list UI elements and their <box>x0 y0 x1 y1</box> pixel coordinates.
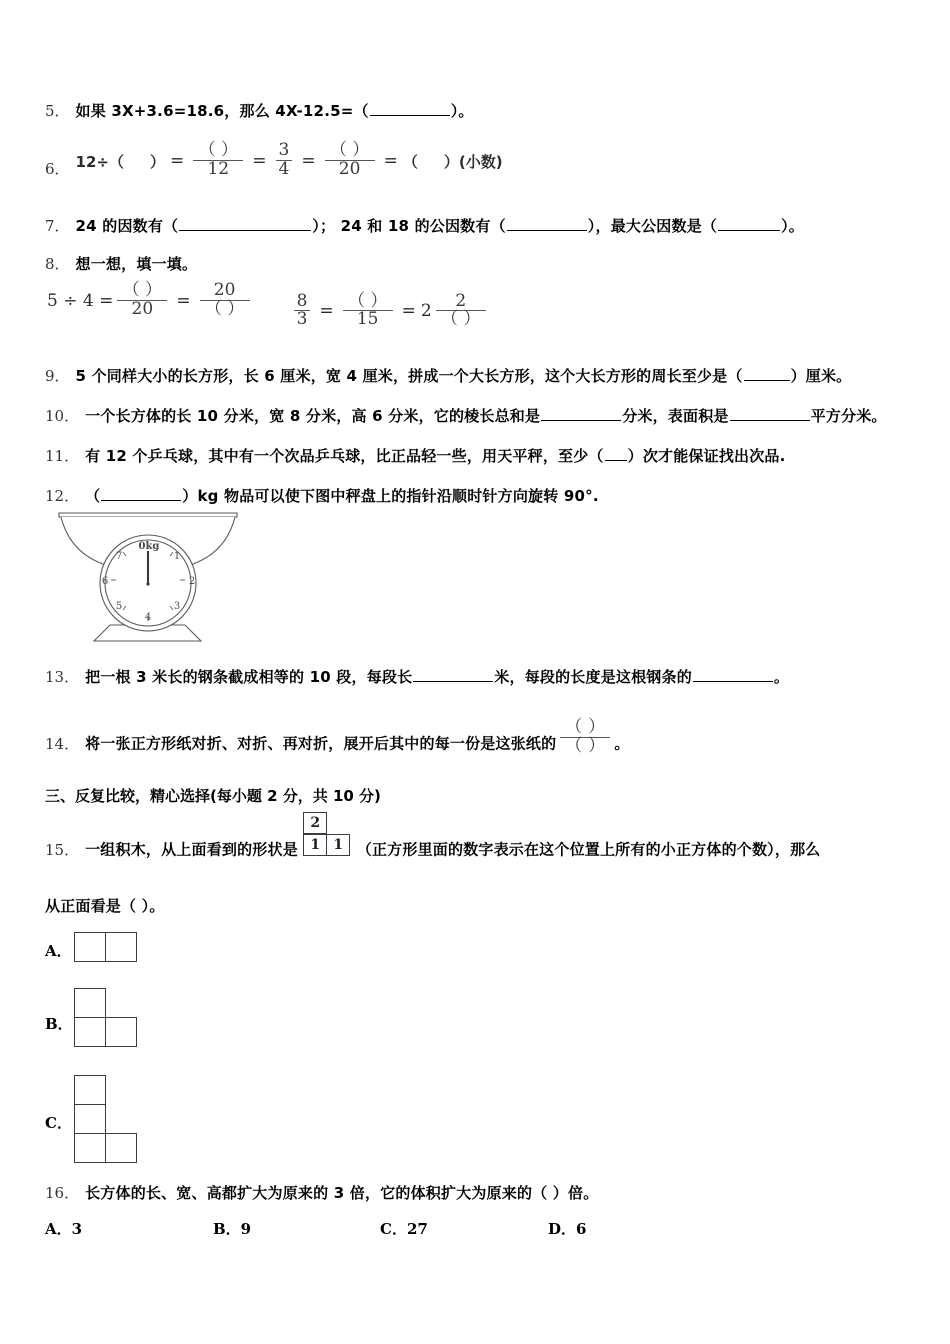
question-9-text <box>76 365 852 386</box>
question-6-fraction-3-numerator[interactable]: （ ） <box>325 142 375 161</box>
question-10-text-part3: 平方分米。 <box>810 407 887 425</box>
question-15 <box>45 815 821 872</box>
question-8-expression-1 <box>47 280 254 326</box>
question-9-text-part2: ）厘米。 <box>790 367 852 385</box>
question-15-top-view-grid <box>303 815 351 878</box>
question-8-expr2-fraction-1-denominator: 3 <box>296 309 308 330</box>
question-13-text-part1: 把一根 3 米长的钢条截成相等的 10 段，每段长 <box>85 668 413 686</box>
option-c-shape[interactable] <box>74 1075 140 1167</box>
scale-figure <box>55 505 245 649</box>
question-15-number: 15． <box>45 840 80 859</box>
option-a-cell-2 <box>105 932 137 962</box>
question-6-lead: 12÷（ <box>75 152 124 171</box>
question-11-blank[interactable] <box>605 446 627 461</box>
option-c-cell-row3-right <box>105 1133 137 1163</box>
question-9-text-part1: 5 个同样大小的长方形，长 6 厘米，宽 4 厘米，拼成一个大长方形，这个大长方形的周长至少是（ <box>75 367 743 385</box>
option-b-cell-top-left <box>74 988 106 1018</box>
question-6-fraction-3 <box>325 142 375 178</box>
svg-text:6: 6 <box>101 576 109 587</box>
question-8-title: 想一想，填一填。 <box>75 255 198 273</box>
grid-cell-bottom-right-value: 1 <box>333 837 344 853</box>
question-8-expr2-eq-1: = <box>319 300 334 321</box>
question-8-expr2-fraction-3 <box>436 290 486 330</box>
svg-text:3: 3 <box>173 601 181 612</box>
question-13 <box>45 666 789 687</box>
option-b-cell-bottom-left <box>74 1017 106 1047</box>
question-8 <box>45 253 197 274</box>
question-6-fraction-2-numerator: 3 <box>276 142 293 161</box>
grid-cell-bottom-left-value: 1 <box>310 837 321 853</box>
section-3-heading: 三、反复比较，精心选择(每小题 2 分，共 10 分) <box>45 787 381 805</box>
question-14-fraction-numerator[interactable]: （ ） <box>560 719 610 738</box>
question-12-blank[interactable] <box>101 486 181 501</box>
scale-zero-label: 0kg <box>138 541 160 552</box>
question-6-fraction-2-denominator: 4 <box>278 159 290 180</box>
question-14-text-part2: 。 <box>614 734 630 753</box>
question-6-eq-2: = <box>252 150 267 171</box>
question-16-number: 16． <box>45 1184 80 1202</box>
question-16-choice-c[interactable]: C．27 <box>380 1220 428 1238</box>
option-a-shape[interactable] <box>74 932 140 966</box>
question-5-text <box>76 100 474 121</box>
question-15-continued <box>45 895 165 916</box>
question-8-expr2-fraction-2 <box>343 290 393 330</box>
question-9-number: 9． <box>45 367 70 385</box>
question-10-blank-1[interactable] <box>541 406 621 421</box>
question-12-text <box>85 485 599 506</box>
question-7-number: 7． <box>45 217 70 235</box>
question-6-fraction-1 <box>193 142 243 178</box>
question-7 <box>45 215 804 236</box>
question-16-choice-d[interactable]: D．6 <box>548 1220 587 1238</box>
grid-cell-bottom-right <box>326 834 350 856</box>
question-6 <box>45 140 503 186</box>
question-10-text-part2: 分米，表面积是 <box>622 407 729 425</box>
question-10-blank-2[interactable] <box>730 406 810 421</box>
grid-cell-top-left <box>303 812 327 834</box>
question-7-blank-1[interactable] <box>179 216 311 231</box>
weighing-scale-illustration <box>55 505 245 645</box>
question-13-blank-1[interactable] <box>413 667 493 682</box>
option-c-label[interactable]: C． <box>45 1114 72 1132</box>
question-8-expr1-fraction-2-denominator[interactable]: （ ） <box>204 299 245 320</box>
question-8-expr2-fraction-2-denominator: 15 <box>356 309 379 330</box>
question-7-blank-3[interactable] <box>718 216 780 231</box>
question-14-text <box>85 717 630 762</box>
question-15-text <box>85 815 821 872</box>
question-8-expr1-fraction-1-numerator[interactable]: （ ） <box>117 282 167 301</box>
option-c-cell-row1 <box>74 1075 106 1105</box>
question-8-expr2-fraction-3-denominator[interactable]: （ ） <box>441 309 481 330</box>
option-b-cell-bottom-right <box>105 1017 137 1047</box>
question-8-expr2-fraction-1 <box>294 290 311 330</box>
question-5-text-part1: 如果 3X+3.6=18.6，那么 4X-12.5=（ <box>75 102 369 120</box>
option-a-cell-1 <box>74 932 106 962</box>
question-14 <box>45 717 630 762</box>
question-6-eq-4: = <box>383 150 398 171</box>
question-6-number: 6． <box>45 159 70 178</box>
question-9 <box>45 365 851 386</box>
option-c-cell-row3-left <box>74 1133 106 1163</box>
question-14-text-part1: 将一张正方形纸对折、对折、再对折，展开后其中的每一份是这张纸的 <box>85 734 557 753</box>
question-6-lead-close: ） <box>150 152 166 171</box>
question-8-expr2-fraction-2-numerator[interactable]: （ ） <box>343 293 393 312</box>
question-6-fraction-3-denominator: 20 <box>338 159 361 180</box>
question-15-text-part3: 从正面看是（ ）。 <box>45 897 165 915</box>
question-6-eq-1: = <box>170 150 185 171</box>
question-8-expr1-lead: 5 ÷ 4 = <box>47 290 114 311</box>
question-5 <box>45 100 474 121</box>
question-11-text-part1: 有 12 个乒乓球，其中有一个次品乒乓球，比正品轻一些，用天平秤，至少（ <box>85 447 604 465</box>
question-5-blank[interactable] <box>370 101 450 116</box>
question-16-text: 长方体的长、宽、高都扩大为原来的 3 倍，它的体积扩大为原来的（ ）倍。 <box>85 1184 599 1202</box>
question-6-tail-open: （ <box>402 152 418 171</box>
question-8-expr1-eq: = <box>176 290 191 311</box>
question-6-tail-close: ）(小数) <box>443 152 503 171</box>
question-6-equation <box>75 140 503 186</box>
question-8-expr1-fraction-1 <box>117 282 167 318</box>
svg-text:1: 1 <box>173 551 181 562</box>
question-10-text-part1: 一个长方体的长 10 分米，宽 8 分米，高 6 分米，它的棱长总和是 <box>85 407 541 425</box>
svg-text:4: 4 <box>144 612 152 623</box>
question-7-text-part1: 24 的因数有（ <box>75 217 179 235</box>
question-12-text-part1: （ <box>85 487 101 505</box>
question-8-expr2-whole-number: 2 <box>420 300 432 321</box>
question-15-text-part1: 一组积木，从上面看到的形状是 <box>85 840 298 859</box>
question-8-expressions <box>47 280 490 337</box>
question-8-expr2-fraction-3-numerator: 2 <box>436 293 486 312</box>
question-7-blank-2[interactable] <box>507 216 587 231</box>
svg-text:2: 2 <box>188 576 196 587</box>
question-11-text-part2: ）次才能保证找出次品. <box>627 447 786 465</box>
question-12 <box>45 485 599 506</box>
question-13-text <box>85 666 789 687</box>
option-b-label[interactable]: B． <box>45 1015 73 1033</box>
question-16-choice-b[interactable]: B．9 <box>213 1220 252 1238</box>
question-16 <box>45 1182 598 1203</box>
question-10 <box>45 405 887 426</box>
question-8-expr1-fraction-1-denominator: 20 <box>131 299 154 320</box>
question-12-number: 12． <box>45 487 80 505</box>
question-8-expr2-eq-2: = <box>401 300 416 321</box>
option-c-cell-row2 <box>74 1104 106 1134</box>
question-9-blank[interactable] <box>744 366 790 381</box>
question-13-text-part3: 。 <box>773 668 790 686</box>
question-5-text-part2: ）。 <box>450 102 474 120</box>
question-13-number: 13． <box>45 668 80 686</box>
question-7-text <box>76 215 804 236</box>
question-14-number: 14． <box>45 734 80 753</box>
question-8-expression-2 <box>290 290 490 336</box>
question-7-text-part2: ）； 24 和 18 的公因数有（ <box>312 217 506 235</box>
question-14-fraction-denominator[interactable]: （ ） <box>565 735 606 756</box>
question-11 <box>45 445 786 466</box>
question-10-text <box>85 405 887 426</box>
question-16-choice-a[interactable]: A．3 <box>45 1220 83 1238</box>
question-7-text-part4: ）。 <box>781 217 805 235</box>
question-13-text-part2: 米，每段的长度是这根钢条的 <box>494 668 692 686</box>
question-11-number: 11． <box>45 447 80 465</box>
grid-cell-top-left-value: 2 <box>310 815 321 831</box>
question-8-number: 8． <box>45 255 70 273</box>
question-6-eq-3: = <box>301 150 316 171</box>
svg-text:5: 5 <box>115 601 123 612</box>
question-12-text-part2: ）kg 物品可以使下图中秤盘上的指针沿顺时针方向旋转 90°. <box>182 487 599 505</box>
question-10-number: 10． <box>45 407 80 425</box>
svg-text:7: 7 <box>115 551 123 562</box>
question-8-expr2-fraction-1-numerator: 8 <box>294 293 311 312</box>
grid-cell-bottom-left <box>303 834 327 856</box>
question-11-text <box>85 445 785 466</box>
question-6-fraction-1-numerator[interactable]: （ ） <box>193 142 243 161</box>
question-5-number: 5． <box>45 102 70 120</box>
question-8-expr1-fraction-2-numerator: 20 <box>200 282 250 301</box>
question-15-text-part2: （正方形里面的数字表示在这个位置上所有的小正方体的个数），那么 <box>356 840 821 859</box>
question-8-expr1-fraction-2 <box>200 282 250 318</box>
question-13-blank-2[interactable] <box>693 667 773 682</box>
question-6-fraction-1-denominator: 12 <box>207 159 230 180</box>
question-14-fraction <box>560 719 610 755</box>
option-a-label[interactable]: A． <box>45 942 72 960</box>
option-b-shape[interactable] <box>74 988 140 1050</box>
question-6-fraction-2 <box>276 142 293 178</box>
question-7-text-part3: ），最大公因数是（ <box>587 217 718 235</box>
